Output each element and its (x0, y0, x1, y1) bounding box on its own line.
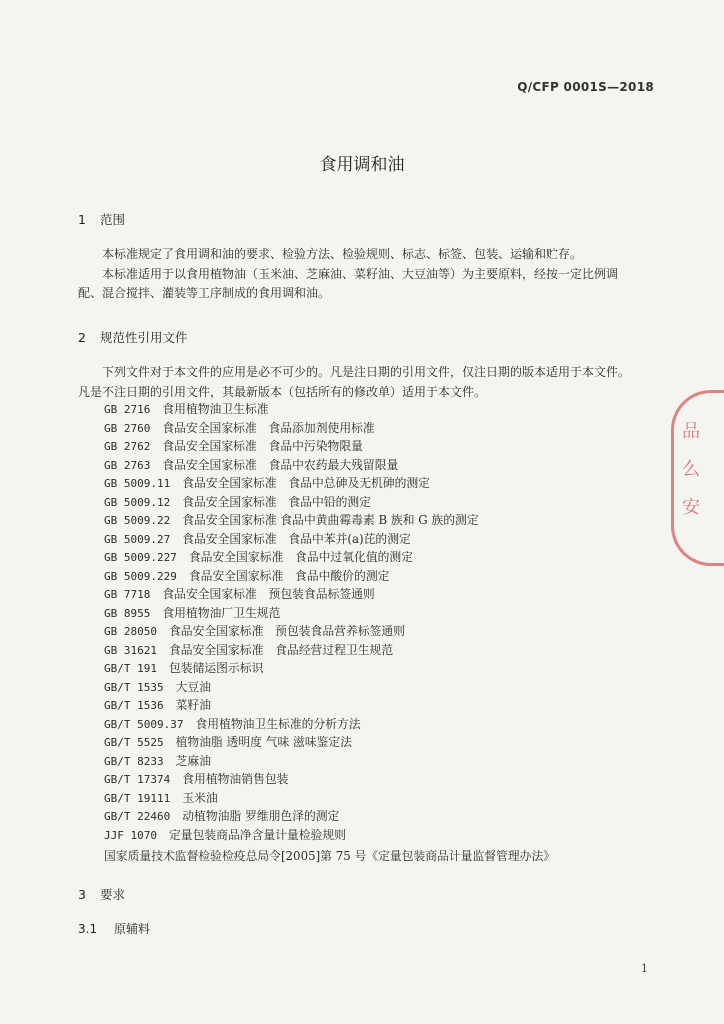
reference-item (104, 474, 479, 493)
reference-item (104, 678, 479, 697)
reference-code: GB 5009.227 (104, 551, 177, 564)
reference-item (104, 511, 479, 530)
reference-code: GB/T 5525 (104, 736, 164, 749)
reference-item (104, 585, 479, 604)
reference-title: 食品安全国家标准 食品中总砷及无机砷的测定 (182, 476, 430, 490)
section-number: 3.1 (78, 922, 98, 936)
reference-code: GB 5009.22 (104, 514, 171, 527)
reference-item (104, 604, 479, 623)
reference-item (104, 696, 479, 715)
reference-title: 食品安全国家标准 食品中黄曲霉毒素 B 族和 G 族的测定 (182, 513, 479, 527)
reference-code: GB/T 19111 (104, 791, 171, 805)
section-1-heading (78, 210, 125, 228)
seal-stamp-text: 品 么 安 (682, 421, 700, 518)
reference-title: 食用植物油卫生标准 (162, 402, 269, 416)
reference-item (104, 641, 479, 660)
reference-item (104, 419, 479, 438)
reference-title: 食品安全国家标准 食品经营过程卫生规范 (168, 642, 394, 657)
reference-item (104, 733, 479, 752)
reference-title: 食用植物油卫生标准的分析方法 (195, 716, 361, 731)
reference-title: 玉米油 (182, 790, 218, 805)
page-number: 1 (641, 962, 648, 975)
reference-code: GB 5009.12 (104, 495, 171, 509)
section-title: 规范性引用文件 (100, 330, 188, 345)
paragraph-line: 下列文件对于本文件的应用是必不可少的。凡是注日期的引用文件，仅注日期的版本适用于本文件。 (102, 365, 631, 379)
reference-code: GB 8955 (104, 606, 151, 620)
reference-title: 食品安全国家标准 食品中酸价的测定 (188, 568, 390, 583)
reference-code: GB 5009.11 (104, 477, 171, 490)
reference-item (104, 789, 479, 808)
paragraph-line: 本标准规定了食用调和油的要求、检验方法、检验规则、标志、标签、包装、运输和贮存。 (102, 247, 583, 261)
reference-code: GB/T 1535 (104, 680, 164, 694)
reference-title: 包装储运图示标识 (168, 661, 264, 675)
reference-title: 食品安全国家标准 预包装食品营养标签通则 (168, 624, 405, 638)
reference-code: GB 2760 (104, 421, 151, 435)
section-2-intro (78, 363, 668, 402)
reference-title: 食用植物油销售包装 (182, 772, 289, 786)
reference-item (104, 770, 479, 789)
paragraph-line: 配、混合搅拌、灌装等工序制成的食用调和油。 (78, 286, 331, 300)
reference-code: GB/T 8233 (104, 754, 164, 768)
reference-title: 食品安全国家标准 食品中苯并(a)芘的测定 (182, 531, 411, 546)
reference-title: 芝麻油 (175, 753, 212, 768)
section-2-heading (78, 328, 188, 346)
reference-item (104, 437, 479, 456)
reference-code: GB 5009.229 (104, 569, 177, 583)
reference-code: GB 2716 (104, 403, 151, 416)
reference-item (104, 807, 479, 826)
reference-code: GB 2762 (104, 440, 151, 453)
reference-code: GB 31621 (104, 643, 157, 657)
reference-title: 定量包装商品净含量计量检验规则 (168, 827, 346, 842)
reference-code: GB/T 5009.37 (104, 717, 184, 731)
section-title: 原辅料 (114, 922, 151, 936)
reference-code: GB/T 22460 (104, 810, 171, 823)
reference-title: 植物油脂 透明度 气味 滋味鉴定法 (175, 735, 353, 749)
reference-title: 食品安全国家标准 食品中铅的测定 (182, 494, 371, 509)
reference-title: 食用植物油厂卫生规范 (162, 605, 281, 620)
reference-code: GB/T 17374 (104, 773, 171, 786)
reference-title: 食品安全国家标准 食品中污染物限量 (162, 439, 363, 453)
paragraph-line: 凡是不注日期的引用文件，其最新版本（包括所有的修改单）适用于本文件。 (78, 384, 487, 399)
section-3-1-heading (78, 920, 150, 937)
reference-item (104, 715, 479, 734)
paragraph-line: 本标准适用于以食用植物油（玉米油、芝麻油、菜籽油、大豆油等）为主要原料，经按一定比例调 (102, 266, 619, 281)
reference-item (104, 826, 479, 845)
reference-code: JJF 1070 (104, 828, 157, 842)
reference-item (104, 622, 479, 641)
reference-code: GB/T 1536 (104, 699, 164, 712)
reference-code: GB 28050 (104, 625, 157, 638)
reference-item (104, 456, 479, 475)
reference-title: 食品安全国家标准 预包装食品标签通则 (162, 587, 375, 601)
reference-item (104, 493, 479, 512)
reference-code: GB 2763 (104, 458, 151, 472)
section-title: 范围 (100, 212, 126, 227)
section-1-body (78, 245, 668, 304)
reference-title: 大豆油 (175, 679, 212, 694)
reference-item (104, 530, 479, 549)
section-number: 3 (78, 887, 86, 902)
standard-code: Q/CFP 0001S—2018 (517, 80, 654, 94)
document-title: 食用调和油 (319, 155, 405, 175)
reference-code: GB 5009.27 (104, 532, 171, 546)
reference-code: GB 7718 (104, 588, 151, 601)
section-number: 2 (78, 330, 86, 345)
reference-code: GB/T 191 (104, 662, 157, 675)
seal-stamp (671, 390, 724, 566)
reference-item (104, 548, 479, 567)
section-number: 1 (78, 212, 86, 227)
reference-item (104, 400, 479, 419)
reference-item (104, 567, 479, 586)
reference-title: 食品安全国家标准 食品中过氧化值的测定 (188, 550, 414, 564)
reference-title: 食品安全国家标准 食品中农药最大残留限量 (162, 457, 399, 472)
regulation-reference: 国家质量技术监督检验检疫总局令[2005]第 75 号《定量包装商品计量监督管理办法》 (104, 849, 556, 863)
reference-title: 食品安全国家标准 食品添加剂使用标准 (162, 420, 375, 435)
section-3-heading (78, 885, 125, 903)
reference-title: 菜籽油 (175, 698, 212, 712)
section-title: 要求 (100, 887, 126, 902)
reference-item (104, 752, 479, 771)
reference-item (104, 659, 479, 678)
reference-list (104, 400, 479, 844)
reference-title: 动植物油脂 罗维朋色泽的测定 (182, 809, 340, 823)
